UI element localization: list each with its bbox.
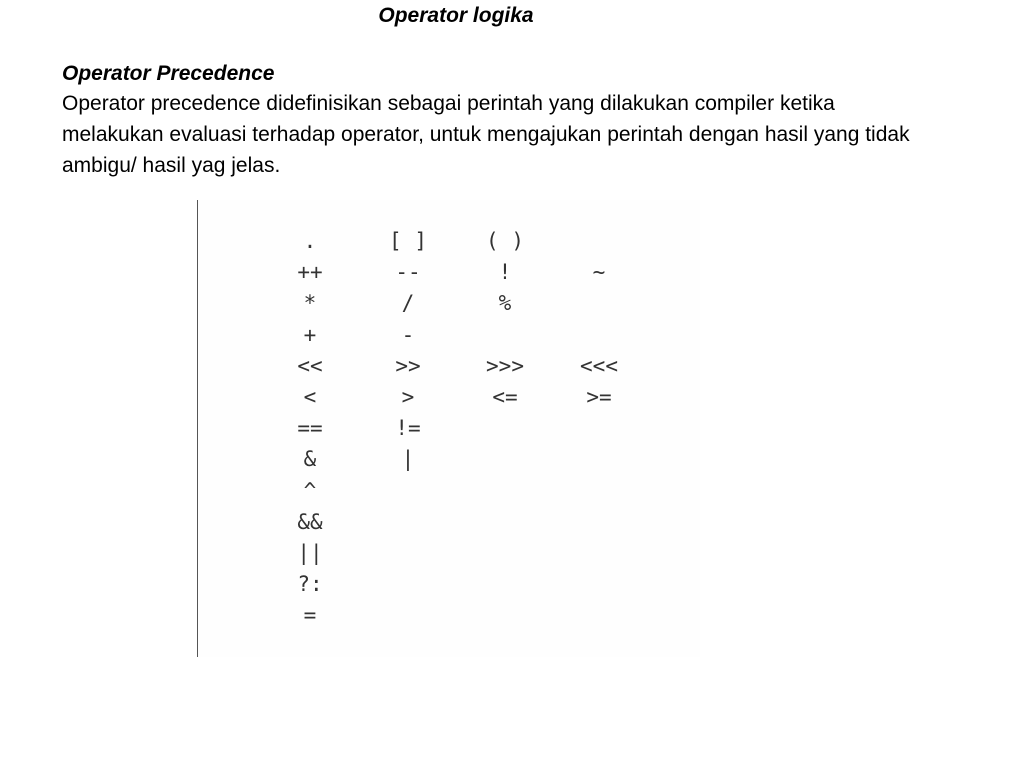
precedence-row bbox=[197, 257, 700, 287]
operator-symbol: && bbox=[297, 509, 323, 534]
precedence-row bbox=[197, 413, 700, 443]
operator-symbol: ?: bbox=[297, 572, 323, 597]
operator-symbol: ^ bbox=[303, 478, 317, 503]
operator-symbol: < bbox=[303, 385, 317, 409]
operator-symbol: ! bbox=[498, 260, 512, 285]
precedence-row bbox=[197, 569, 700, 599]
operator-symbol: & bbox=[303, 447, 317, 472]
content-section bbox=[62, 60, 942, 181]
operator-symbol: <<< bbox=[580, 353, 618, 378]
operator-symbol: >> bbox=[395, 353, 421, 378]
precedence-row bbox=[197, 226, 700, 256]
operator-symbol: ~ bbox=[592, 260, 606, 285]
section-heading: Operator Precedence bbox=[62, 62, 275, 85]
operator-symbol: || bbox=[297, 541, 323, 565]
operator-symbol: <= bbox=[492, 385, 518, 409]
precedence-row bbox=[197, 382, 700, 412]
operator-symbol: >= bbox=[586, 385, 612, 409]
precedence-row bbox=[197, 538, 700, 568]
operator-symbol: != bbox=[395, 416, 421, 441]
operator-symbol: / bbox=[401, 291, 415, 316]
precedence-row bbox=[197, 507, 700, 537]
operator-precedence-figure bbox=[197, 200, 700, 657]
slide-title: Operator logika bbox=[378, 4, 534, 27]
operator-symbol: << bbox=[297, 353, 323, 378]
operator-symbol: ++ bbox=[297, 260, 323, 285]
operator-symbol: -- bbox=[395, 260, 421, 285]
operator-symbol: . bbox=[303, 229, 317, 253]
precedence-row bbox=[197, 444, 700, 474]
operator-symbol: >>> bbox=[486, 353, 524, 378]
precedence-row bbox=[197, 320, 700, 350]
operator-symbol: == bbox=[297, 416, 323, 441]
operator-symbol: % bbox=[498, 291, 512, 316]
precedence-row bbox=[197, 476, 700, 506]
operator-symbol: * bbox=[303, 291, 317, 316]
operator-symbol: - bbox=[401, 322, 415, 347]
operator-symbol: | bbox=[401, 447, 415, 472]
operator-symbol: = bbox=[303, 603, 317, 628]
precedence-row bbox=[197, 600, 700, 630]
operator-symbol: ( ) bbox=[486, 229, 524, 253]
precedence-row bbox=[197, 351, 700, 381]
operator-symbol: + bbox=[303, 322, 317, 347]
operator-symbol: [ ] bbox=[389, 229, 427, 253]
operator-symbol: > bbox=[401, 385, 415, 409]
precedence-row bbox=[197, 288, 700, 318]
section-body: Operator precedence didefinisikan sebagai perintah yang dilakukan compiler ketika melakukan evaluasi terhadap operator, untuk mengajukan perintah dengan hasil yang tidak ambigu/ hasil yag jelas. bbox=[62, 92, 910, 177]
